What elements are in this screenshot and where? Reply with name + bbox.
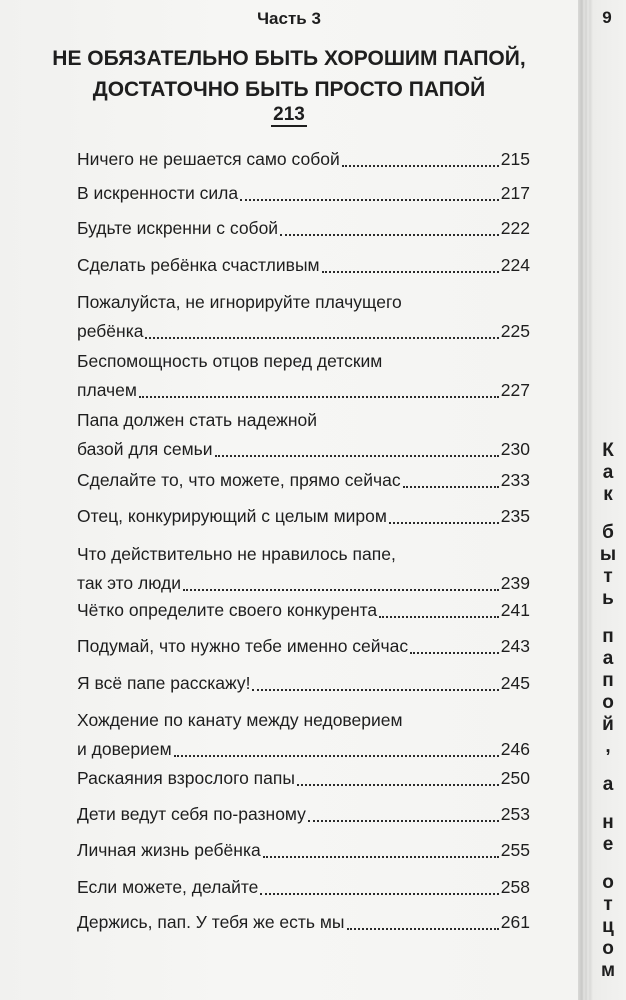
dot-leader bbox=[297, 783, 499, 786]
toc-entry-page: 233 bbox=[500, 470, 530, 490]
toc-entry-title-line: Я всё папе расскажу! bbox=[77, 673, 251, 693]
toc-entry bbox=[77, 540, 530, 598]
toc-entry bbox=[77, 251, 530, 280]
dot-leader bbox=[280, 233, 499, 236]
part-label: Часть 3 bbox=[257, 9, 321, 28]
dot-leader bbox=[347, 927, 499, 930]
toc-entry-page: 241 bbox=[500, 600, 530, 620]
toc-entry bbox=[77, 288, 530, 346]
toc-entry-page: 222 bbox=[500, 218, 530, 238]
toc-entry-title-line: Дети ведут себя по-разному bbox=[77, 804, 306, 824]
table-of-contents bbox=[77, 0, 530, 1000]
toc-entry bbox=[77, 669, 530, 698]
toc-entry-page: 246 bbox=[500, 739, 530, 759]
toc-entry bbox=[77, 836, 530, 865]
toc-entry-page: 217 bbox=[500, 183, 530, 203]
toc-entry bbox=[77, 466, 530, 495]
toc-entry-title-line: так это люди bbox=[77, 573, 181, 593]
toc-entry-page: 258 bbox=[500, 877, 530, 897]
toc-entry-title-line: Папа должен стать надежной bbox=[77, 410, 318, 430]
dot-leader bbox=[308, 819, 499, 822]
toc-entry-page: 230 bbox=[500, 439, 530, 459]
part-page-number-value: 213 bbox=[273, 104, 305, 125]
toc-entry-page: 261 bbox=[500, 912, 530, 932]
toc-entry-page: 239 bbox=[500, 573, 530, 593]
dot-leader bbox=[183, 588, 499, 591]
dot-leader bbox=[322, 270, 499, 273]
toc-entry bbox=[77, 800, 530, 829]
toc-entry-title-line: Подумай, что нужно тебе именно сейчас bbox=[77, 636, 409, 656]
dot-leader bbox=[389, 521, 499, 524]
toc-entry-title-line: Ничего не решается само собой bbox=[77, 149, 340, 169]
dot-leader bbox=[260, 892, 498, 895]
dot-leader bbox=[252, 688, 498, 691]
dot-leader bbox=[174, 754, 499, 757]
toc-entry-title-line: базой для семьи bbox=[77, 439, 213, 459]
toc-entry bbox=[77, 145, 530, 174]
toc-entry-page: 253 bbox=[500, 804, 530, 824]
dot-leader bbox=[403, 485, 499, 488]
toc-entry-page: 243 bbox=[500, 636, 530, 656]
toc-entry bbox=[77, 873, 530, 902]
toc-entry-title-line: Что действительно не нравилось папе, bbox=[77, 544, 396, 564]
toc-entry-page: 235 bbox=[500, 506, 530, 526]
part-title-line-1: НЕ ОБЯЗАТЕЛЬНО БЫТЬ ХОРОШИМ ПАПОЙ, bbox=[52, 47, 526, 70]
toc-entry bbox=[77, 502, 530, 531]
toc-entry-title-line: Отец, конкурирующий с целым миром bbox=[77, 506, 387, 526]
toc-entry-title-line: Будьте искренни с собой bbox=[77, 218, 279, 238]
toc-entry-title-line: ребёнка bbox=[77, 321, 144, 341]
toc-entry-page: 227 bbox=[500, 380, 530, 400]
toc-entry-title-line: Чётко определите своего конкурента bbox=[77, 600, 378, 620]
toc-entry-title-line: Держись, пап. У тебя же есть мы bbox=[77, 912, 345, 932]
toc-entry bbox=[77, 764, 530, 793]
part-title-line-2: ДОСТАТОЧНО БЫТЬ ПРОСТО ПАПОЙ bbox=[92, 78, 486, 101]
toc-entry-page: 245 bbox=[500, 673, 530, 693]
toc-entry-title-line: Если можете, делайте bbox=[77, 877, 259, 897]
toc-entry-page: 215 bbox=[500, 149, 530, 169]
toc-entry bbox=[77, 596, 530, 625]
toc-entry-title-line: Хождение по канату между недоверием bbox=[77, 710, 403, 730]
dot-leader bbox=[139, 395, 499, 398]
dot-leader bbox=[342, 164, 499, 167]
toc-entry bbox=[77, 406, 530, 464]
toc-entry-title-line: Беспомощность отцов перед детским bbox=[77, 351, 383, 371]
toc-entry bbox=[77, 214, 530, 243]
toc-entry bbox=[77, 908, 530, 937]
toc-entry-page: 255 bbox=[500, 840, 530, 860]
toc-entry-title-line: Личная жизнь ребёнка bbox=[77, 840, 261, 860]
toc-entry-title-line: плачем bbox=[77, 380, 137, 400]
toc-entry bbox=[77, 706, 530, 764]
dot-leader bbox=[410, 651, 499, 654]
toc-entry-page: 225 bbox=[500, 321, 530, 341]
running-title bbox=[594, 440, 622, 982]
dot-leader bbox=[215, 454, 499, 457]
dot-leader bbox=[379, 615, 499, 618]
toc-entry bbox=[77, 179, 530, 208]
toc-entry-title-line: Сделайте то, что можете, прямо сейчас bbox=[77, 470, 401, 490]
page-number: 9 bbox=[602, 8, 612, 27]
dot-leader bbox=[240, 198, 499, 201]
toc-entry-title-line: Пожалуйста, не игнорируйте плачущего bbox=[77, 292, 402, 312]
toc-entry-page: 224 bbox=[500, 255, 530, 275]
running-title-text: К а к б ы т ь п а п о й , а н е о т ц о м bbox=[599, 440, 617, 981]
toc-entry bbox=[77, 347, 530, 405]
dot-leader bbox=[145, 336, 498, 339]
toc-entry bbox=[77, 632, 530, 661]
toc-entry-title-line: Сделать ребёнка счастливым bbox=[77, 255, 320, 275]
toc-entry-page: 250 bbox=[500, 768, 530, 788]
toc-entry-title-line: и доверием bbox=[77, 739, 172, 759]
toc-entry-title-line: Раскаяния взрослого папы bbox=[77, 768, 295, 788]
dot-leader bbox=[263, 855, 499, 858]
toc-entry-title-line: В искренности сила bbox=[77, 183, 239, 203]
